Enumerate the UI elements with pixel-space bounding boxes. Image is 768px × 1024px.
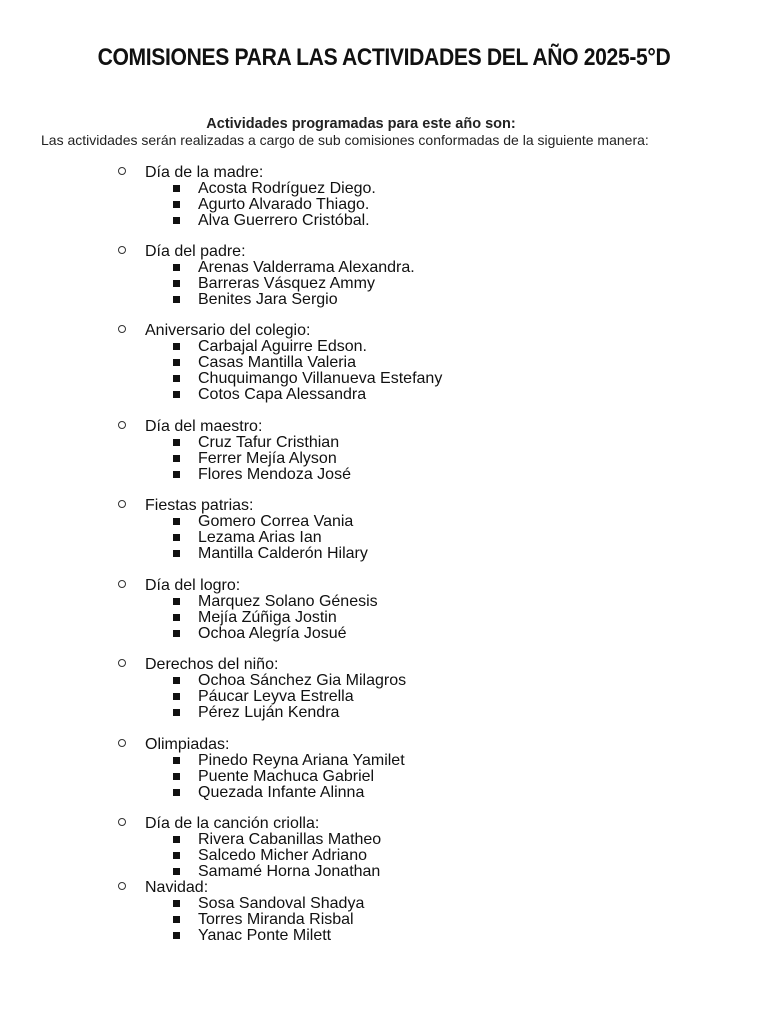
member-name: Cotos Capa Alessandra bbox=[198, 386, 367, 403]
square-bullet-icon bbox=[173, 217, 180, 224]
activity-name: Derechos del niño: bbox=[145, 656, 279, 673]
square-bullet-icon bbox=[173, 550, 180, 557]
member-name: Salcedo Micher Adriano bbox=[198, 847, 367, 864]
hollow-bullet-icon bbox=[118, 659, 126, 667]
page-title: COMISIONES PARA LAS ACTIVIDADES DEL AÑO 2025-5°D bbox=[97, 44, 671, 71]
square-bullet-icon bbox=[173, 598, 180, 605]
square-bullet-icon bbox=[173, 852, 180, 859]
member-name: Gomero Correa Vania bbox=[198, 513, 354, 530]
square-bullet-icon bbox=[173, 630, 180, 637]
square-bullet-icon bbox=[173, 534, 180, 541]
member-name: Barreras Vásquez Ammy bbox=[198, 275, 375, 292]
hollow-bullet-icon bbox=[118, 167, 126, 175]
square-bullet-icon bbox=[173, 343, 180, 350]
square-bullet-icon bbox=[173, 375, 180, 382]
member-name: Rivera Cabanillas Matheo bbox=[198, 831, 382, 848]
member-name: Quezada Infante Alinna bbox=[198, 784, 365, 801]
square-bullet-icon bbox=[173, 518, 180, 525]
activity-name: Día del maestro: bbox=[145, 418, 263, 435]
square-bullet-icon bbox=[173, 185, 180, 192]
square-bullet-icon bbox=[173, 836, 180, 843]
activity-name: Fiestas patrias: bbox=[145, 497, 254, 514]
square-bullet-icon bbox=[173, 391, 180, 398]
member-name: Mejía Zúñiga Jostin bbox=[198, 609, 337, 626]
hollow-bullet-icon bbox=[118, 500, 126, 508]
member-name: Samamé Horna Jonathan bbox=[198, 863, 381, 880]
square-bullet-icon bbox=[173, 439, 180, 446]
activity-name: Día del padre: bbox=[145, 243, 246, 260]
activity-name: Día de la canción criolla: bbox=[145, 815, 320, 832]
square-bullet-icon bbox=[173, 709, 180, 716]
hollow-bullet-icon bbox=[118, 421, 126, 429]
hollow-bullet-icon bbox=[118, 246, 126, 254]
member-name: Ferrer Mejía Alyson bbox=[198, 450, 337, 467]
hollow-bullet-icon bbox=[118, 580, 126, 588]
hollow-bullet-icon bbox=[118, 325, 126, 333]
member-name: Cruz Tafur Cristhian bbox=[198, 434, 340, 451]
square-bullet-icon bbox=[173, 455, 180, 462]
member-name: Páucar Leyva Estrella bbox=[198, 688, 354, 705]
intro-paragraph: Las actividades serán realizadas a cargo de sub comisiones conformadas de la siguiente manera: bbox=[41, 132, 649, 148]
member-name: Lezama Arias Ian bbox=[198, 529, 322, 546]
square-bullet-icon bbox=[173, 471, 180, 478]
document-body bbox=[41, 116, 731, 148]
square-bullet-icon bbox=[173, 932, 180, 939]
member-name: Casas Mantilla Valeria bbox=[198, 354, 356, 371]
square-bullet-icon bbox=[173, 789, 180, 796]
member-name: Alva Guerrero Cristóbal. bbox=[198, 212, 370, 229]
member-name: Acosta Rodríguez Diego. bbox=[198, 180, 376, 197]
square-bullet-icon bbox=[173, 677, 180, 684]
square-bullet-icon bbox=[173, 757, 180, 764]
member-name: Arenas Valderrama Alexandra. bbox=[198, 259, 415, 276]
member-name: Benites Jara Sergio bbox=[198, 291, 338, 308]
square-bullet-icon bbox=[173, 296, 180, 303]
member-name: Puente Machuca Gabriel bbox=[198, 768, 375, 785]
hollow-bullet-icon bbox=[118, 818, 126, 826]
square-bullet-icon bbox=[173, 900, 180, 907]
square-bullet-icon bbox=[173, 868, 180, 875]
square-bullet-icon bbox=[173, 264, 180, 271]
member-name: Sosa Sandoval Shadya bbox=[198, 895, 365, 912]
member-name: Pérez Luján Kendra bbox=[198, 704, 340, 721]
square-bullet-icon bbox=[173, 916, 180, 923]
member-name: Ochoa Alegría Josué bbox=[198, 625, 347, 642]
square-bullet-icon bbox=[173, 693, 180, 700]
hollow-bullet-icon bbox=[118, 882, 126, 890]
member-name: Agurto Alvarado Thiago. bbox=[198, 196, 370, 213]
hollow-bullet-icon bbox=[118, 739, 126, 747]
square-bullet-icon bbox=[173, 201, 180, 208]
activity-name: Olimpiadas: bbox=[145, 736, 230, 753]
member-name: Flores Mendoza José bbox=[198, 466, 351, 483]
square-bullet-icon bbox=[173, 359, 180, 366]
square-bullet-icon bbox=[173, 280, 180, 287]
member-name: Chuquimango Villanueva Estefany bbox=[198, 370, 443, 387]
member-name: Ochoa Sánchez Gia Milagros bbox=[198, 672, 407, 689]
activity-name: Navidad: bbox=[145, 879, 209, 896]
section-heading: Actividades programadas para este año son: bbox=[206, 116, 516, 132]
square-bullet-icon bbox=[173, 614, 180, 621]
square-bullet-icon bbox=[173, 773, 180, 780]
member-name: Mantilla Calderón Hilary bbox=[198, 545, 368, 562]
activity-name: Aniversario del colegio: bbox=[145, 322, 311, 339]
activity-name: Día del logro: bbox=[145, 577, 241, 594]
member-name: Yanac Ponte Milett bbox=[198, 927, 332, 944]
member-name: Carbajal Aguirre Edson. bbox=[198, 338, 367, 355]
member-name: Pinedo Reyna Ariana Yamilet bbox=[198, 752, 405, 769]
activity-name: Día de la madre: bbox=[145, 164, 264, 181]
member-name: Marquez Solano Génesis bbox=[198, 593, 378, 610]
member-name: Torres Miranda Risbal bbox=[198, 911, 354, 928]
